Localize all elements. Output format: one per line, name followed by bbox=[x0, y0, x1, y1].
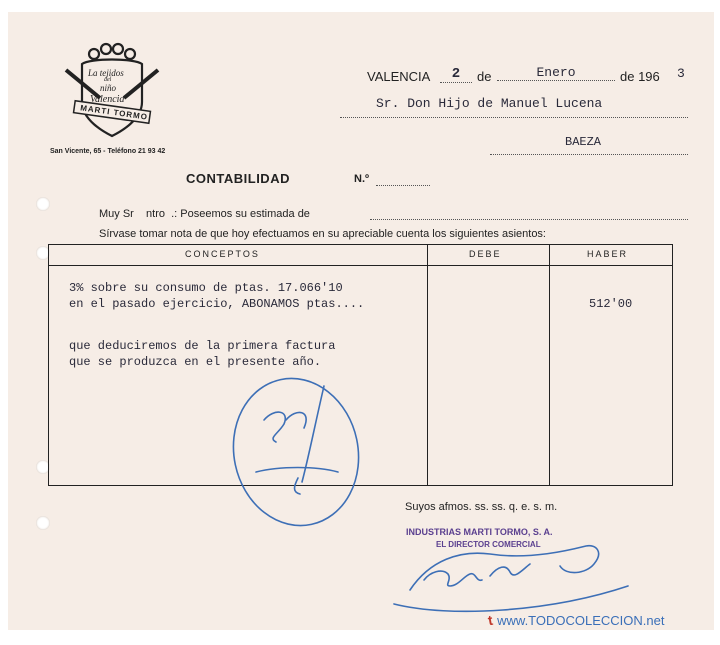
recipient-line bbox=[340, 116, 688, 118]
date-year-digit: 3 bbox=[677, 66, 685, 81]
concept-row-1-line-1: 3% sobre su consumo de ptas. 17.066'10 bbox=[69, 281, 343, 295]
number-label: N.º bbox=[354, 173, 370, 185]
date-month: Enero bbox=[497, 65, 615, 81]
pen-annotation bbox=[220, 360, 370, 530]
logo-motto-4: Valencia bbox=[90, 94, 125, 105]
stamp-company: INDUSTRIAS MARTI TORMO, S. A. bbox=[406, 527, 553, 537]
punch-hole bbox=[36, 197, 50, 211]
watermark-logo-icon: t bbox=[486, 611, 495, 629]
logo-motto-2: del bbox=[104, 77, 112, 83]
watermark bbox=[488, 612, 664, 630]
concept-row-1-line-2: en el pasado ejercicio, ABONAMOS ptas.... bbox=[69, 297, 365, 311]
stamp-title: EL DIRECTOR COMERCIAL bbox=[436, 540, 541, 549]
watermark-text: www.TODOCOLECCION.net bbox=[497, 613, 665, 628]
date-year-prefix: de 196 bbox=[620, 69, 660, 84]
company-address: San Vicente, 65 - Teléfono 21 93 42 bbox=[50, 148, 166, 155]
town-line bbox=[490, 153, 688, 155]
company-logo bbox=[60, 40, 160, 140]
col-header-haber: HABER bbox=[587, 249, 629, 259]
col-header-debe: DEBE bbox=[469, 249, 502, 259]
signature bbox=[390, 520, 640, 615]
haber-value: 512'00 bbox=[589, 297, 633, 311]
recipient-name: Sr. Don Hijo de Manuel Lucena bbox=[376, 96, 603, 111]
date-de-label: de bbox=[477, 69, 492, 84]
concept-row-2-line-2: que se produzca en el presente año. bbox=[69, 355, 322, 369]
intro-line-2: Sírvase tomar nota de que hoy efectuamos en su apreciable cuenta los siguientes asientos: bbox=[99, 228, 546, 240]
date-day: 2 bbox=[440, 66, 472, 83]
table-col-divider bbox=[549, 245, 550, 485]
punch-hole bbox=[36, 516, 50, 530]
table-header-rule bbox=[49, 265, 672, 266]
concept-row-2-line-1: que deduciremos de la primera factura bbox=[69, 339, 336, 353]
city: VALENCIA bbox=[367, 69, 431, 84]
closing-salutation: Suyos afmos. ss. ss. q. e. s. m. bbox=[405, 501, 558, 513]
table-col-divider bbox=[427, 245, 428, 485]
section-title: CONTABILIDAD bbox=[186, 171, 290, 186]
number-field bbox=[376, 184, 430, 186]
logo-motto-1: La tejidos bbox=[88, 68, 124, 78]
logo-motto-3: niño bbox=[100, 83, 117, 93]
recipient-town: BAEZA bbox=[565, 135, 602, 149]
logo-ribbon: MARTI TORMO bbox=[79, 103, 149, 122]
col-header-conceptos: CONCEPTOS bbox=[185, 249, 260, 259]
intro-line-1: Muy Sr ntro .: Poseemos su estimada de bbox=[99, 208, 310, 220]
intro-field bbox=[370, 218, 688, 220]
